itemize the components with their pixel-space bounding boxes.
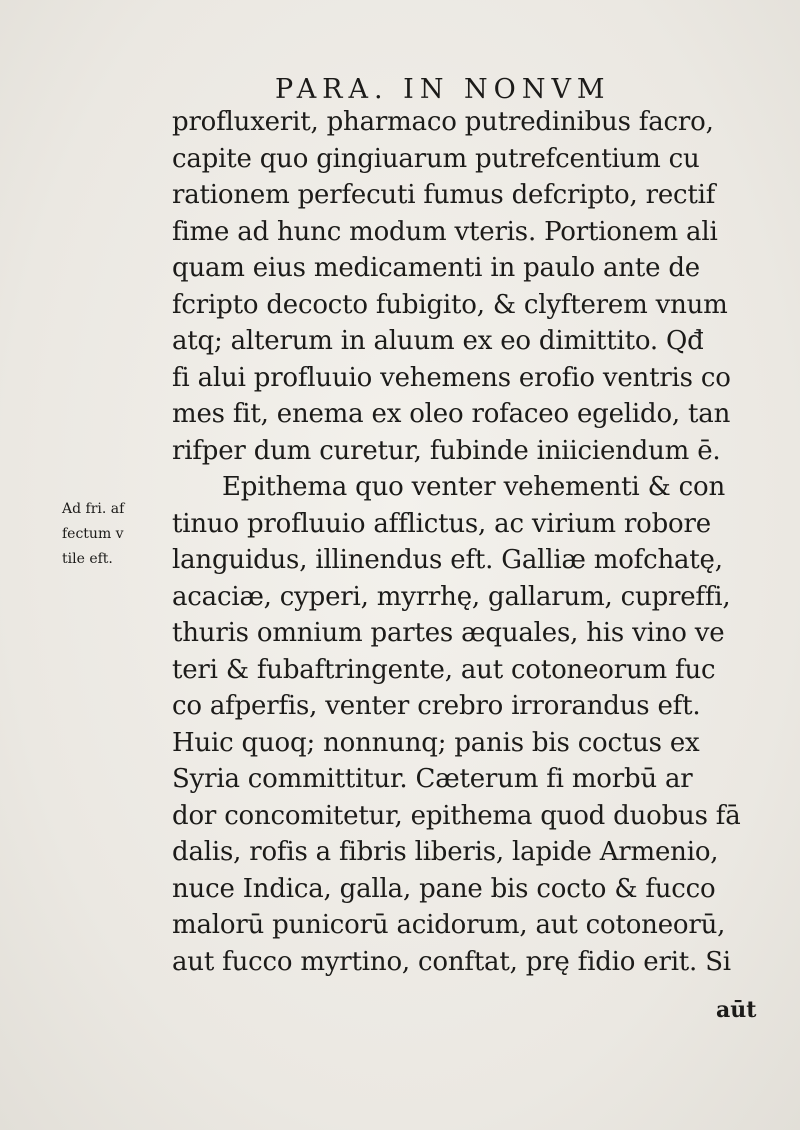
margin-note-line: Ad fri. af (62, 501, 125, 517)
text-line: dalis, rofis a fibris liberis, lapide Armenio, (172, 837, 719, 867)
margin-note (62, 497, 124, 572)
text-line: malorū punicorū acidorum, aut cotoneorū, (172, 910, 726, 940)
text-line: teri & fubaftringente, aut cotoneorum fuc (172, 654, 716, 685)
running-header: PARA. IN NONVM (275, 74, 611, 105)
text-line: atq; alterum in aluum ex eo dimittito. Qđ (172, 326, 704, 356)
body-text (172, 104, 772, 980)
margin-note-line: tile eft. (62, 551, 113, 567)
text-line: tinuo profluuio afflictus, ac virium robore (172, 508, 711, 539)
text-line: mes fit, enema ex oleo rofaceo egelido, tan (172, 399, 731, 429)
text-line: fime ad hunc modum vteris. Portionem ali (172, 216, 718, 247)
catchword: aūt (716, 997, 757, 1023)
text-line: fcripto decocto fubigito, & clyfterem vnum (172, 289, 728, 320)
text-line: Syria committitur. Cæterum fi morbū ar (172, 764, 693, 794)
margin-note-line: fectum v (62, 526, 124, 542)
text-line: languidus, illinendus eft. Galliæ mofchatę, (172, 545, 723, 575)
text-line: aut fucco myrtino, conftat, prę fidio erit. Si (172, 946, 731, 977)
text-line: profluxerit, pharmaco putredinibus facro, (172, 107, 714, 137)
text-line: rifper dum curetur, fubinde iniiciendum ē. (172, 435, 721, 466)
text-line: Epithema quo venter vehementi & con (222, 472, 725, 502)
text-line: quam eius medicamenti in paulo ante de (172, 253, 700, 283)
text-line: thuris omnium partes æquales, his vino ve (172, 618, 725, 648)
text-line: nuce Indica, galla, pane bis cocto & fucco (172, 873, 716, 904)
text-line: rationem perfecuti fumus defcripto, rectif (172, 180, 716, 210)
text-line: fi alui profluuio vehemens erofio ventris co (172, 362, 731, 393)
text-line: dor concomitetur, epithema quod duobus fā (172, 800, 741, 831)
text-line: acaciæ, cyperi, myrrhę, gallarum, cupreffi, (172, 581, 731, 612)
text-line: capite quo gingiuarum putrefcentium cu (172, 143, 700, 174)
text-line: co afperfis, venter crebro irrorandus eft. (172, 691, 701, 721)
text-line: Huic quoq; nonnunq; panis bis coctus ex (172, 727, 700, 758)
